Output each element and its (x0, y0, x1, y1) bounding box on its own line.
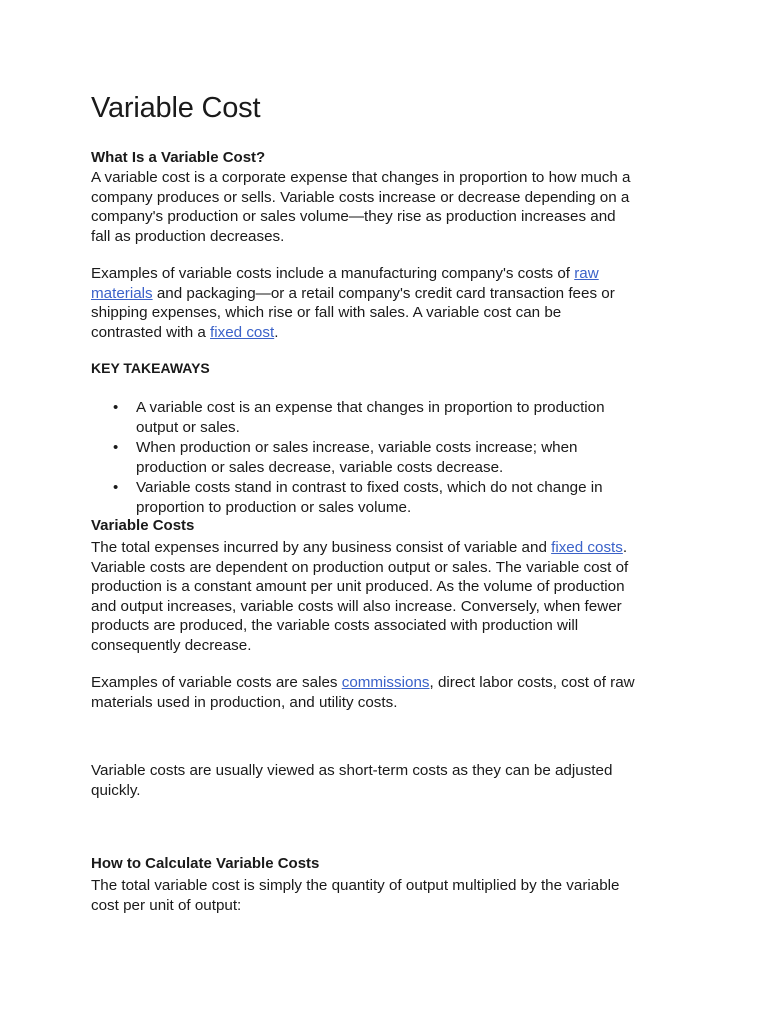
text-line: fall as production decreases. (91, 227, 285, 245)
fixed-cost-link[interactable]: fixed cost (210, 323, 275, 341)
text-line: company produces or sells. Variable costs increase or decrease depending on a (91, 188, 630, 206)
text-line: products are produced, the variable costs associated with production will (91, 617, 579, 635)
text-line: consequently decrease. (91, 636, 252, 654)
text-line: • When production or sales increase, variable costs increase; when (136, 438, 578, 456)
section-heading-variable-costs: Variable Costs (91, 517, 195, 534)
text-line: shipping expenses, which rise or fall with sales. A variable cost can be (91, 304, 562, 322)
what-is-paragraph-1 (91, 168, 630, 246)
text-line: output or sales. (136, 418, 240, 436)
list-item (91, 478, 605, 518)
text-line: Variable costs are usually viewed as short-term costs as they can be adjusted (91, 762, 613, 779)
text-line: materials used in production, and utility costs. (91, 693, 398, 711)
text-line: A variable cost is a corporate expense that changes in proportion to how much a (91, 169, 631, 186)
section-heading-how-to-calculate: How to Calculate Variable Costs (91, 855, 320, 872)
commissions-link[interactable]: commissions (341, 674, 430, 691)
list-item (91, 398, 605, 438)
text-line: company's production or sales volume—they rise as production increases and (91, 208, 616, 226)
text-line: • Variable costs stand in contrast to fixed costs, which do not change in (136, 478, 603, 496)
what-is-paragraph-2 (91, 264, 615, 342)
text-line: The total variable cost is simply the quantity of output multiplied by the variable (91, 877, 620, 894)
text-segment: Examples of variable costs are sales (91, 674, 342, 691)
text-line: and output increases, variable costs will also increase. Conversely, when fewer (91, 597, 622, 615)
page-title: Variable Cost (91, 92, 261, 124)
raw-materials-link[interactable]: raw (574, 265, 599, 282)
text-line: proportion to production or sales volume. (136, 498, 412, 516)
text-line: • A variable cost is an expense that changes in proportion to production (136, 399, 605, 416)
key-takeaways-heading: KEY TAKEAWAYS (91, 360, 210, 376)
text-segment: The total expenses incurred by any business consist of variable and (91, 539, 552, 556)
text-line: production or sales decrease, variable costs decrease. (136, 458, 504, 476)
section-heading-what-is: What Is a Variable Cost? (91, 149, 266, 166)
text-line: quickly. (91, 781, 141, 799)
variable-costs-paragraph-3 (91, 761, 612, 800)
raw-materials-link-continued[interactable]: materials (91, 284, 153, 302)
list-item (91, 438, 605, 478)
text-segment: and packaging—or a retail company's credit card transaction fees or (152, 284, 615, 302)
text-segment: . (622, 539, 628, 556)
text-segment: , direct labor costs, cost of raw (429, 674, 635, 691)
text-line: production is a constant amount per unit produced. As the volume of production (91, 578, 625, 596)
text-segment: Examples of variable costs include a manufacturing company's costs of (91, 265, 575, 282)
text-segment: contrasted with a (91, 323, 211, 341)
how-to-paragraph (91, 876, 619, 915)
variable-costs-paragraph-2 (91, 673, 635, 712)
variable-costs-paragraph-1 (91, 538, 628, 656)
fixed-costs-link[interactable]: fixed costs (551, 539, 623, 556)
text-line: Variable costs are dependent on production output or sales. The variable cost of (91, 558, 629, 576)
text-line: cost per unit of output: (91, 896, 242, 914)
key-takeaways-list (91, 398, 605, 517)
text-segment: . (274, 323, 279, 341)
